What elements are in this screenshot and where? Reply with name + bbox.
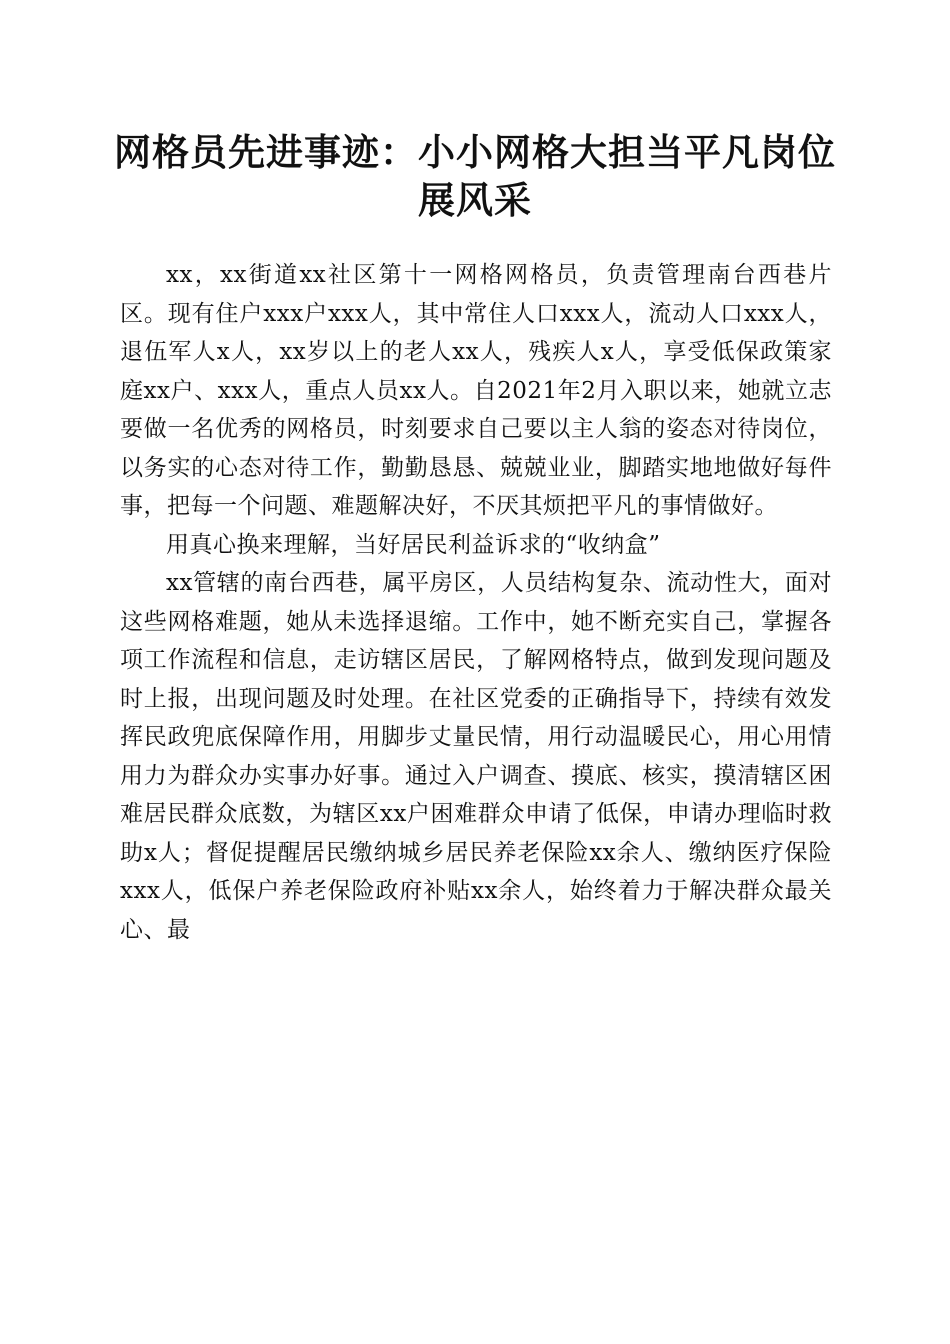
section-paragraph: xx管辖的南台西巷，属平房区，人员结构复杂、流动性大，面对这些网格难题，她从未选择退缩。工作中，她不断充实自己，掌握各项工作流程和信息，走访辖区居民，了解网格特点，做到发现问题及时上报，出现问题及时处理。在社区党委的正确指导下，持续有效发挥民政兜底保障作用，用脚步丈量民情，用行动温暖民心，用心用情用力为群众办实事办好事。通过入户调查、摸底、核实，摸清辖区困难居民群众底数，为辖区xx户困难群众申请了低保，申请办理临时救助x人；督促提醒居民缴纳城乡居民养老保险xx余人、缴纳医疗保险xxx人，低保户养老保险政府补贴xx余人，始终着力于解决群众最关心、最 (120, 570, 832, 943)
section-heading: 用真心换来理解，当好居民利益诉求的“收纳盒” (166, 531, 661, 558)
document-title: 网格员先进事迹：小小网格大担当平凡岗位展风采 (114, 130, 836, 222)
intro-paragraph: xx，xx街道xx社区第十一网格网格员，负责管理南台西巷片区。现有住户xxx户xxx人，其中常住人口xxx人，流动人口xxx人，退伍军人x人，xx岁以上的老人xx人，残疾人x人，享受低保政策家庭xx户、xxx人，重点人员xx人。自2021年2月入职以来，她就立志要做一名优秀的网格员，时刻要求自己要以主人翁的姿态对待岗位，以务实的心态对待工作，勤勤恳恳、兢兢业业，脚踏实地地做好每件事，把每一个问题、难题解决好，不厌其烦把平凡的事情做好。 (120, 262, 832, 519)
document-body (120, 256, 832, 949)
